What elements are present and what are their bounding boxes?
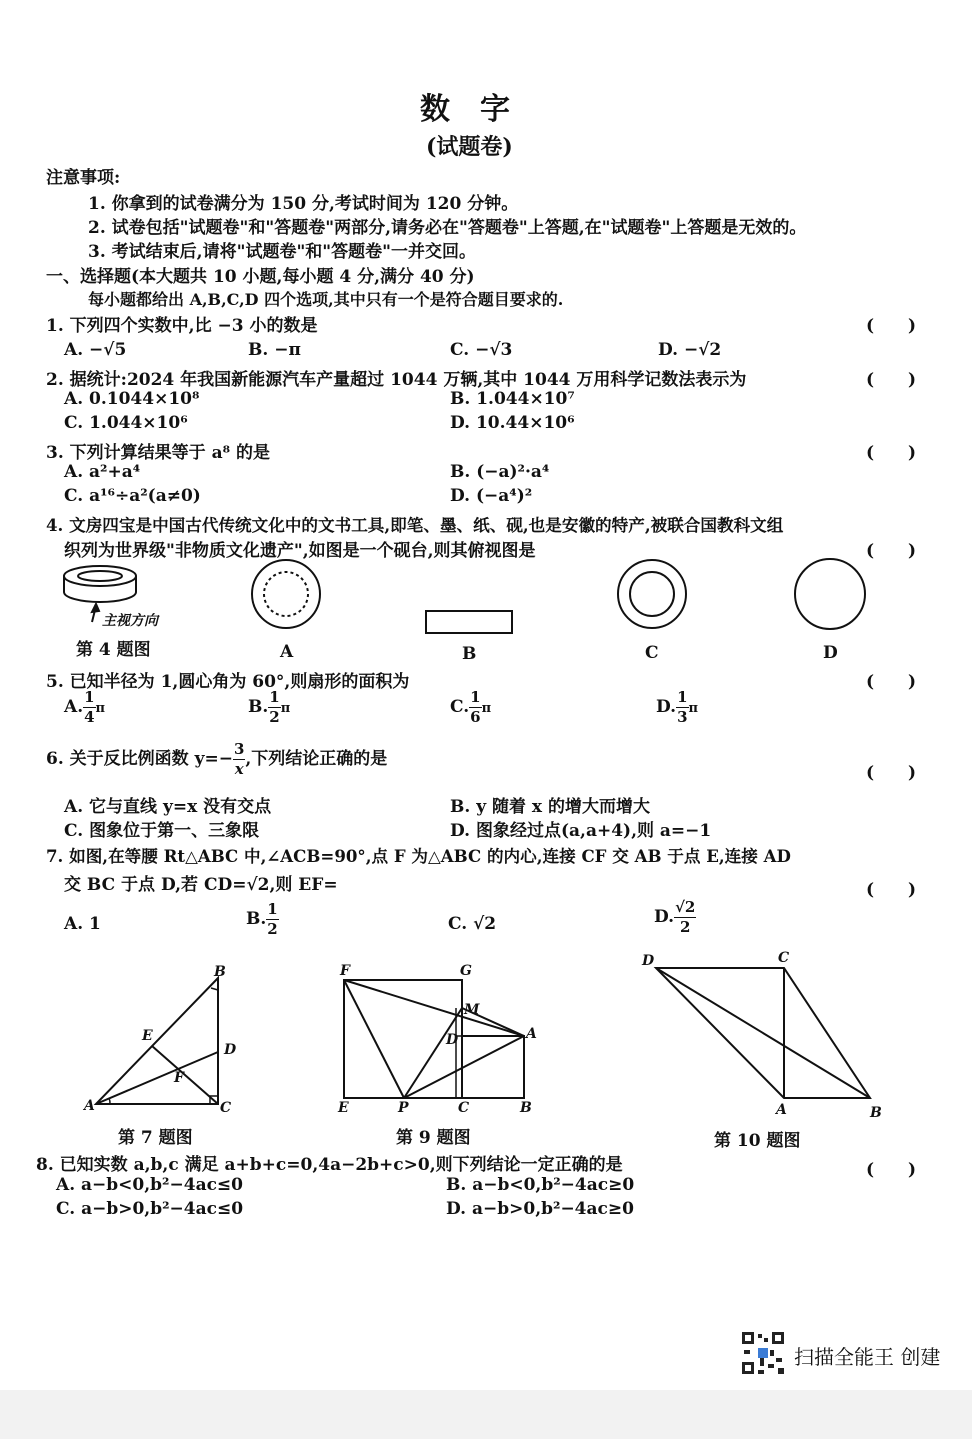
q7-answer-paren: ( ) — [866, 880, 917, 900]
fig7-label-c: C — [220, 1100, 232, 1116]
fig10-caption: 第 10 题图 — [714, 1131, 801, 1151]
q2-option-d: D. 10.44×10⁶ — [450, 413, 575, 433]
fig9-label-g: G — [460, 963, 472, 979]
q1-option-c: C. −√3 — [450, 340, 513, 360]
fig7-label-f: F — [174, 1070, 184, 1086]
notice-heading: 注意事项: — [46, 168, 121, 188]
fig10-label-b: B — [870, 1105, 882, 1121]
notice-item-3: 3. 考试结束后,请将"试题卷"和"答题卷"一并交回。 — [88, 242, 477, 262]
fig7-caption: 第 7 题图 — [118, 1128, 193, 1148]
q3-answer-paren: ( ) — [866, 443, 917, 463]
fig9-caption: 第 9 题图 — [396, 1128, 471, 1148]
q7-option-c: C. √2 — [448, 914, 497, 934]
fig7-label-d: D — [224, 1042, 237, 1058]
q3-option-d: D. (−a⁴)² — [450, 486, 533, 506]
q4-option-a-figure — [252, 560, 320, 628]
figure-9 — [336, 968, 536, 1108]
q6-option-b: B. y 随着 x 的增大而增大 — [450, 797, 650, 817]
q4-option-d-figure — [795, 559, 865, 629]
q7-stem-line1: 7. 如图,在等腰 Rt△ABC 中,∠ACB=90°,点 F 为△ABC 的内心,连接 CF 交 AB 于点 E,连接 AD — [46, 846, 791, 866]
q7-option-a: A. 1 — [64, 914, 101, 934]
q3-stem: 3. 下列计算结果等于 a⁸ 的是 — [46, 443, 270, 463]
q6-answer-paren: ( ) — [866, 763, 917, 783]
q1-answer-paren: ( ) — [866, 316, 917, 336]
q7-option-b: B. $\frac{1}{2}$ — [246, 900, 278, 938]
fig9-label-e: E — [338, 1100, 349, 1116]
q1-option-b: B. −π — [248, 340, 301, 360]
section-intro: 每小题都给出 A,B,C,D 四个选项,其中只有一个是符合题目要求的. — [88, 290, 564, 309]
q6-option-c: C. 图象位于第一、三象限 — [64, 821, 260, 841]
q4-label-c: C — [645, 643, 659, 663]
fig9-label-a: A — [526, 1026, 537, 1042]
q4-answer-paren: ( ) — [866, 541, 917, 561]
q2-stem: 2. 据统计:2024 年我国新能源汽车产量超过 1044 万辆,其中 1044 万用科学记数法表示为 — [46, 370, 747, 390]
fig7-label-a: A — [84, 1098, 95, 1114]
fig9-label-p: P — [398, 1100, 409, 1116]
q4-stem-line1: 4. 文房四宝是中国古代传统文化中的文书工具,即笔、墨、纸、砚,也是安徽的特产,被联合国教科文组 — [46, 515, 784, 535]
notice-item-1: 1. 你拿到的试卷满分为 150 分,考试时间为 120 分钟。 — [88, 194, 519, 214]
q2-option-a: A. 0.1044×10⁸ — [64, 389, 200, 409]
fig9-label-m: M — [464, 1002, 480, 1018]
q5-option-c: C. $\frac{1}{6}$ π — [450, 688, 492, 726]
fig10-label-d: D — [642, 953, 655, 969]
q8-option-a: A. a−b<0,b²−4ac≤0 — [56, 1175, 244, 1195]
q2-answer-paren: ( ) — [866, 370, 917, 390]
q1-stem: 1. 下列四个实数中,比 −3 小的数是 — [46, 316, 318, 336]
q5-answer-paren: ( ) — [866, 672, 917, 692]
q4-option-b-figure — [426, 611, 512, 633]
fig10-label-c: C — [778, 950, 790, 966]
fig7-label-e: E — [142, 1028, 153, 1044]
notice-item-2: 2. 试卷包括"试题卷"和"答题卷"两部分,请务必在"答题卷"上答题,在"试题卷"上答题是无效的。 — [88, 218, 807, 238]
fig9-label-b: B — [520, 1100, 532, 1116]
q8-stem: 8. 已知实数 a,b,c 满足 a+b+c=0,4a−2b+c>0,则下列结论一定正确的是 — [36, 1155, 623, 1175]
q5-option-b: B. $\frac{1}{2}$ π — [248, 688, 291, 726]
q3-option-a: A. a²+a⁴ — [64, 462, 141, 482]
q4-label-a: A — [280, 642, 294, 662]
page-subtitle: (试题卷) — [426, 134, 513, 160]
q6-stem: 6. 关于反比例函数 y=− $\frac{3}{x}$ ,下列结论正确的是 — [46, 740, 388, 778]
q8-answer-paren: ( ) — [866, 1160, 917, 1180]
fig10-label-a: A — [776, 1102, 787, 1118]
fig9-label-d: D — [446, 1032, 459, 1048]
q3-option-b: B. (−a)²·a⁴ — [450, 462, 550, 482]
section-heading: 一、选择题(本大题共 10 小题,每小题 4 分,满分 40 分) — [46, 267, 475, 287]
q2-option-b: B. 1.044×10⁷ — [450, 389, 575, 409]
qr-code-icon — [740, 1330, 786, 1376]
q4-direction-label: 主视方向 — [102, 613, 158, 629]
bottom-bar — [0, 1390, 972, 1439]
q4-option-c-figure — [618, 560, 686, 628]
q8-option-b: B. a−b<0,b²−4ac≥0 — [446, 1175, 635, 1195]
q1-option-a: A. −√5 — [64, 340, 127, 360]
view-direction-arrow — [92, 604, 99, 622]
q6-option-d: D. 图象经过点(a,a+4),则 a=−1 — [450, 821, 712, 841]
q6-option-a: A. 它与直线 y=x 没有交点 — [64, 797, 272, 817]
fig9-label-f: F — [340, 963, 350, 979]
q7-stem-line2: 交 BC 于点 D,若 CD=√2,则 EF= — [64, 875, 338, 895]
q5-stem: 5. 已知半径为 1,圆心角为 60°,则扇形的面积为 — [46, 672, 410, 692]
q4-stem-line2: 织列为世界级"非物质文化遗产",如图是一个砚台,则其俯视图是 — [64, 541, 536, 561]
q1-option-d: D. −√2 — [658, 340, 722, 360]
q2-option-c: C. 1.044×10⁶ — [64, 413, 188, 433]
q5-option-d: D. $\frac{1}{3}$ π — [656, 688, 699, 726]
fig7-label-b: B — [214, 964, 226, 980]
fig9-label-c: C — [458, 1100, 470, 1116]
q8-option-d: D. a−b>0,b²−4ac≥0 — [446, 1199, 634, 1219]
q4-label-b: B — [462, 644, 477, 664]
q7-option-d: D. $\frac{√2}{2}$ — [654, 898, 696, 936]
watermark-text: 扫描全能王 创建 — [794, 1345, 941, 1369]
q3-option-c: C. a¹⁶÷a²(a≠0) — [64, 486, 201, 506]
q8-option-c: C. a−b>0,b²−4ac≤0 — [56, 1199, 244, 1219]
figure-10 — [648, 958, 878, 1108]
page-title: 数 字 — [420, 92, 510, 127]
q4-figure-caption: 第 4 题图 — [76, 640, 151, 660]
inkstone-figure — [64, 566, 136, 602]
q4-label-d: D — [823, 643, 838, 663]
q5-option-a: A. $\frac{1}{4}$ π — [64, 688, 106, 726]
